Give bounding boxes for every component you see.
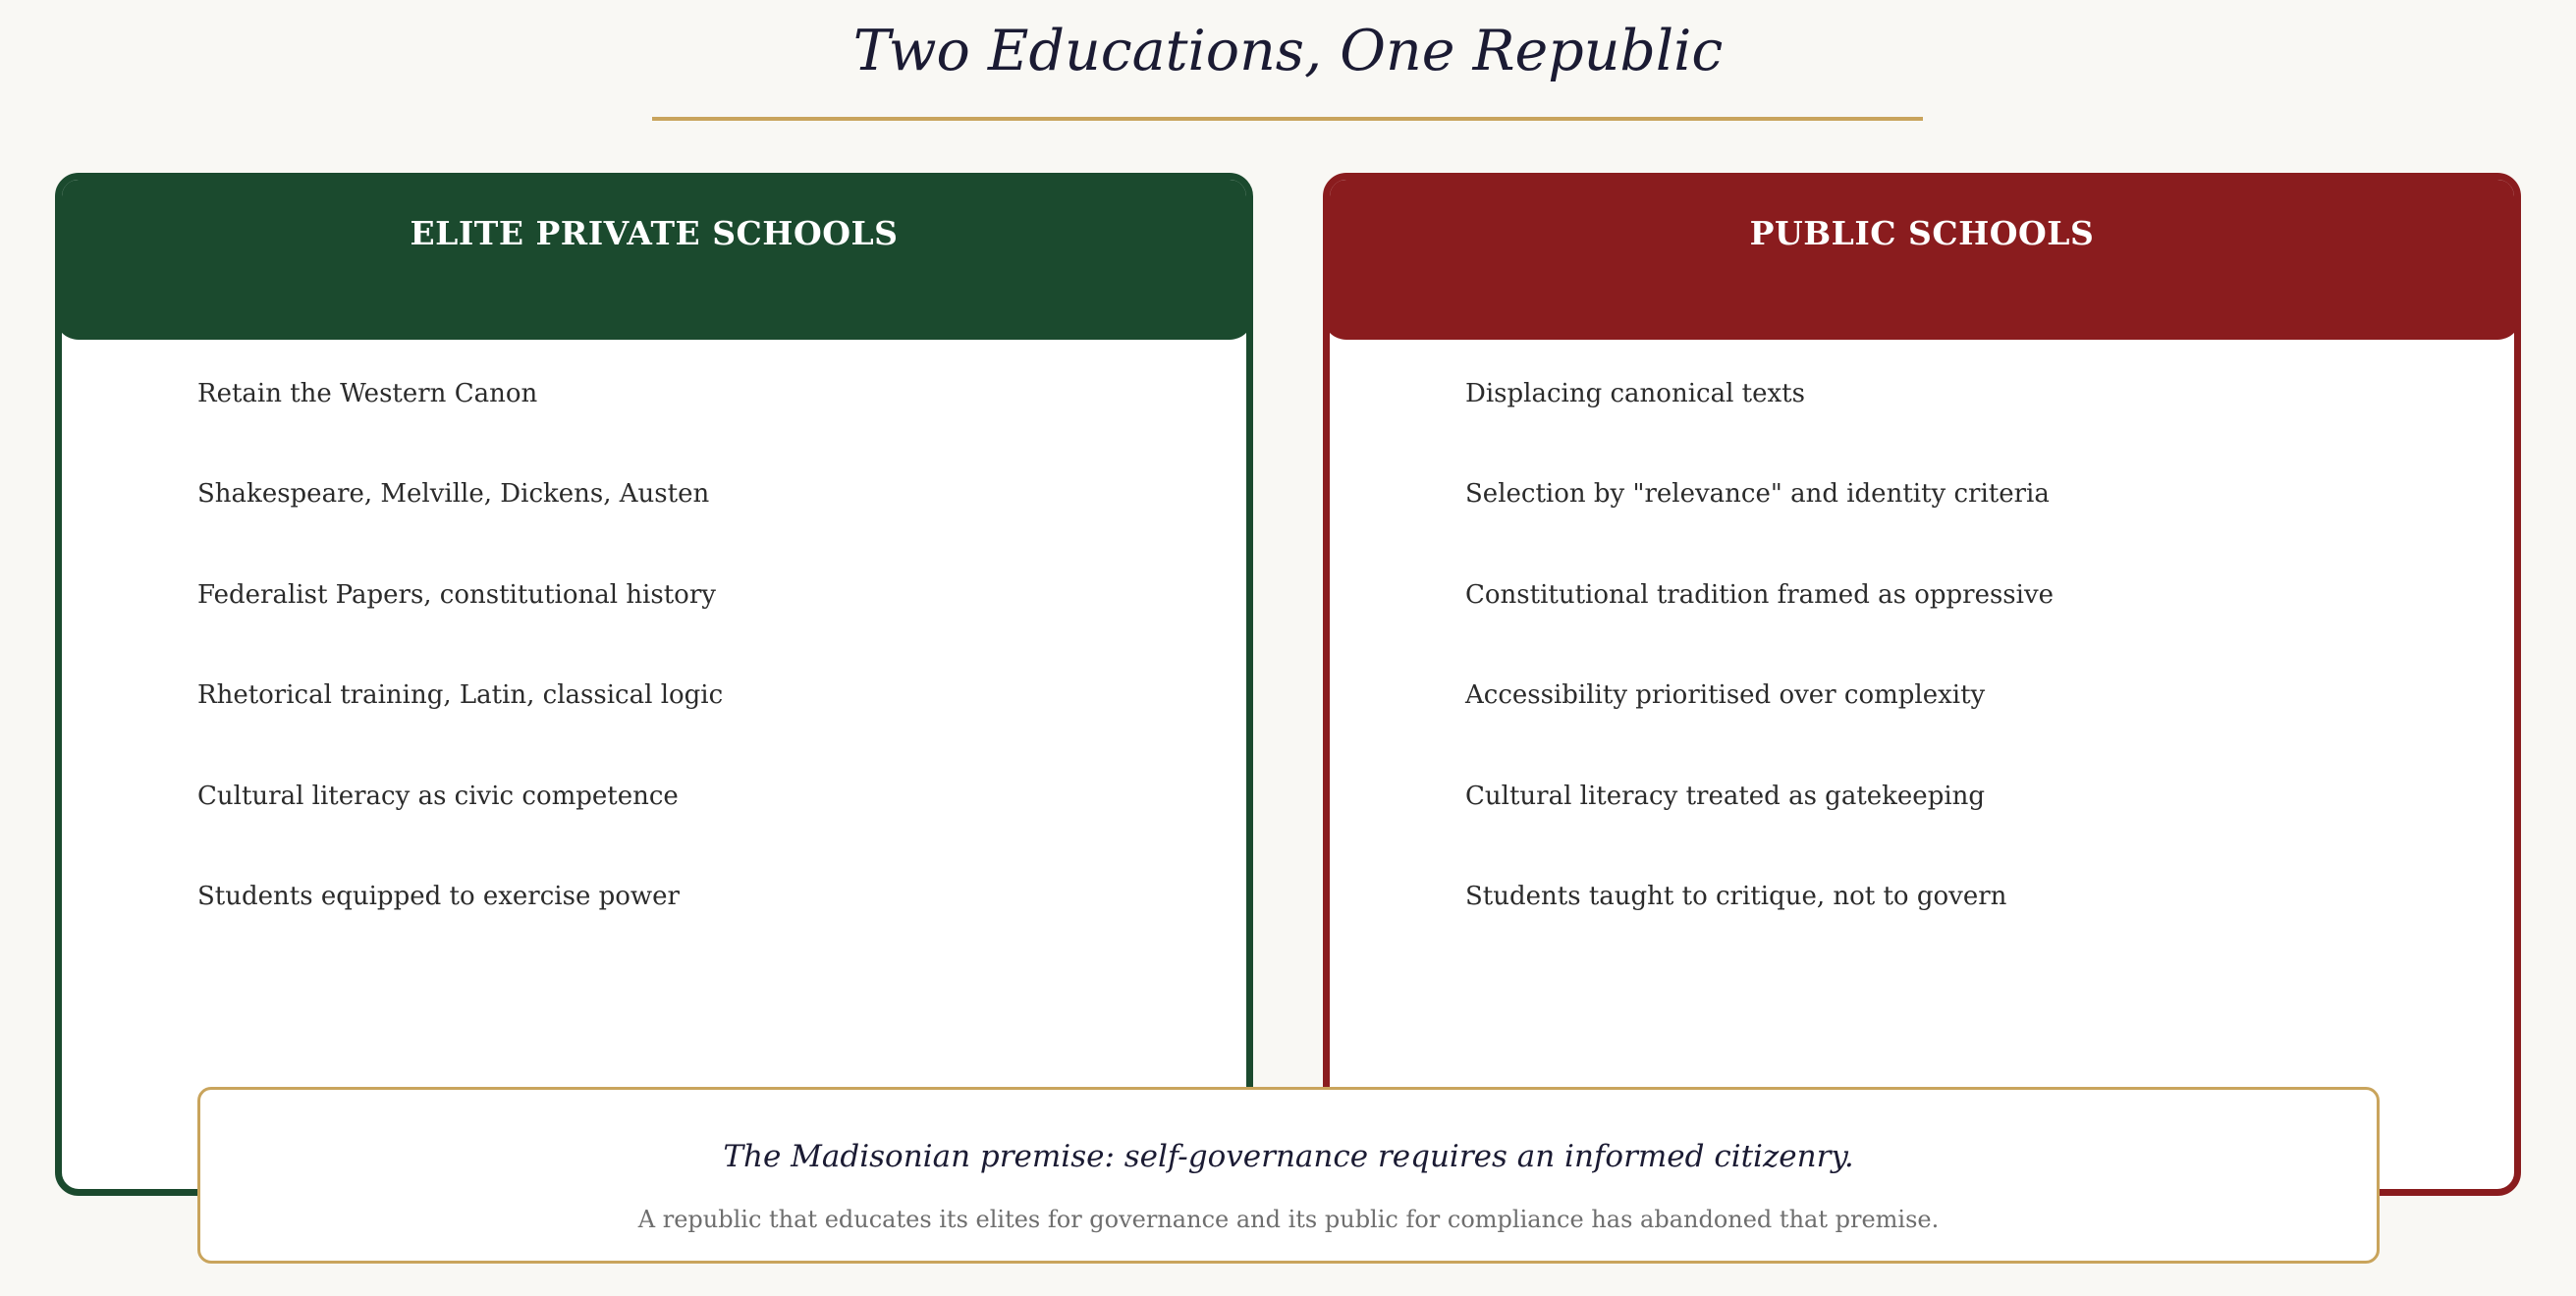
page-title: Two Educations, One Republic xyxy=(852,19,1724,83)
madisonian-premise-callout xyxy=(197,1087,2380,1264)
public-schools-heading: PUBLIC SCHOOLS xyxy=(1749,214,2095,252)
elite-schools-card xyxy=(55,173,1253,1196)
list-item: Cultural literacy as civic competence xyxy=(197,781,679,811)
callout-premise: The Madisonian premise: self-governance requires an informed citizenry. xyxy=(723,1139,1854,1174)
list-item: Retain the Western Canon xyxy=(197,379,538,408)
public-schools-header xyxy=(1323,173,2521,340)
public-schools-card xyxy=(1323,173,2521,1196)
elite-schools-heading: ELITE PRIVATE SCHOOLS xyxy=(410,214,899,252)
list-item: Accessibility prioritised over complexity xyxy=(1465,680,1986,711)
list-item: Federalist Papers, constitutional history xyxy=(197,579,716,610)
list-item: Constitutional tradition framed as oppressive xyxy=(1465,579,2055,610)
elite-schools-list xyxy=(197,376,723,979)
callout-conclusion: A republic that educates its elites for governance and its public for compliance has abandoned that premise. xyxy=(637,1206,1940,1233)
list-item: Shakespeare, Melville, Dickens, Austen xyxy=(197,479,710,510)
elite-schools-header xyxy=(55,173,1253,340)
list-item: Cultural literacy treated as gatekeeping xyxy=(1465,781,1986,811)
title-divider xyxy=(652,117,1923,121)
list-item: Students taught to critique, not to govern xyxy=(1465,881,2007,911)
list-item: Selection by "relevance" and identity criteria xyxy=(1465,479,2050,510)
list-item: Students equipped to exercise power xyxy=(197,881,680,911)
list-item: Rhetorical training, Latin, classical logic xyxy=(197,680,724,711)
public-schools-list xyxy=(1465,376,2054,979)
list-item: Displacing canonical texts xyxy=(1465,379,1805,408)
